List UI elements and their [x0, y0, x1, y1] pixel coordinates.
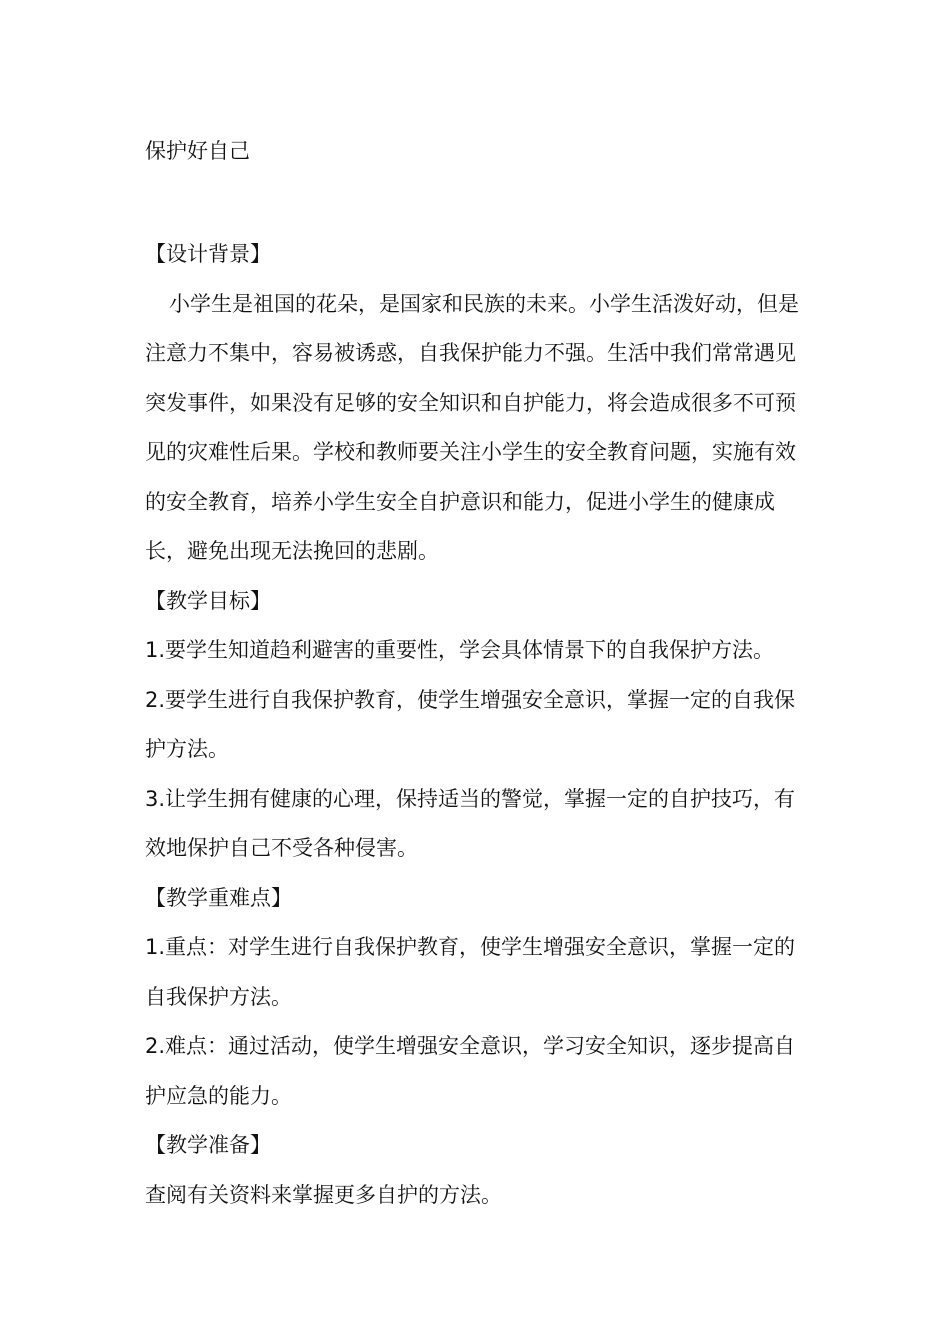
section-heading: 【教学重难点】: [145, 885, 292, 910]
section-teaching-preparation: [145, 1121, 815, 1220]
preparation-item: 查阅有关资料来掌握更多自护的方法。: [145, 1182, 502, 1207]
section-heading: 【教学目标】: [145, 588, 271, 613]
goal-item-1: 1.要学生知道趋利避害的重要性，学会具体情景下的自我保护方法。: [145, 638, 775, 662]
goal-item-2: 2.要学生进行自我保护教育，使学生增强安全意识，掌握一定的自我保护方法。: [145, 687, 796, 761]
document-body: [145, 230, 815, 1220]
goal-item-3: 3.让学生拥有健康的心理，保持适当的警觉，掌握一定的自护技巧，有效地保护自己不受各种侵害。: [145, 786, 796, 860]
section-heading: 【设计背景】: [145, 242, 271, 266]
key-point-item: 1.重点：对学生进行自我保护教育，使学生增强安全意识，掌握一定的自我保护方法。: [145, 935, 796, 1009]
section-design-background: [145, 230, 815, 577]
background-paragraph: 小学生是祖国的花朵，是国家和民族的未来。小学生活泼好动，但是注意力不集中，容易被诱惑，自我保护能力不强。生活中我们常常遇见突发事件，如果没有足够的安全知识和自护能力，将会造成很多不可预见的灾难性后果。学校和教师要关注小学生的安全教育问题，实施有效的安全教育，培养小学生安全自护意识和能力，促进小学生的健康成长，避免出现无法挽回的悲剧。: [145, 291, 799, 563]
section-teaching-goals: [145, 577, 815, 874]
document-title: 保护好自己: [145, 139, 250, 163]
difficult-point-item: 2.难点：通过活动，使学生增强安全意识，学习安全知识，逐步提高自护应急的能力。: [145, 1034, 796, 1108]
section-heading: 【教学准备】: [145, 1133, 271, 1157]
section-key-difficult-points: [145, 874, 815, 1122]
